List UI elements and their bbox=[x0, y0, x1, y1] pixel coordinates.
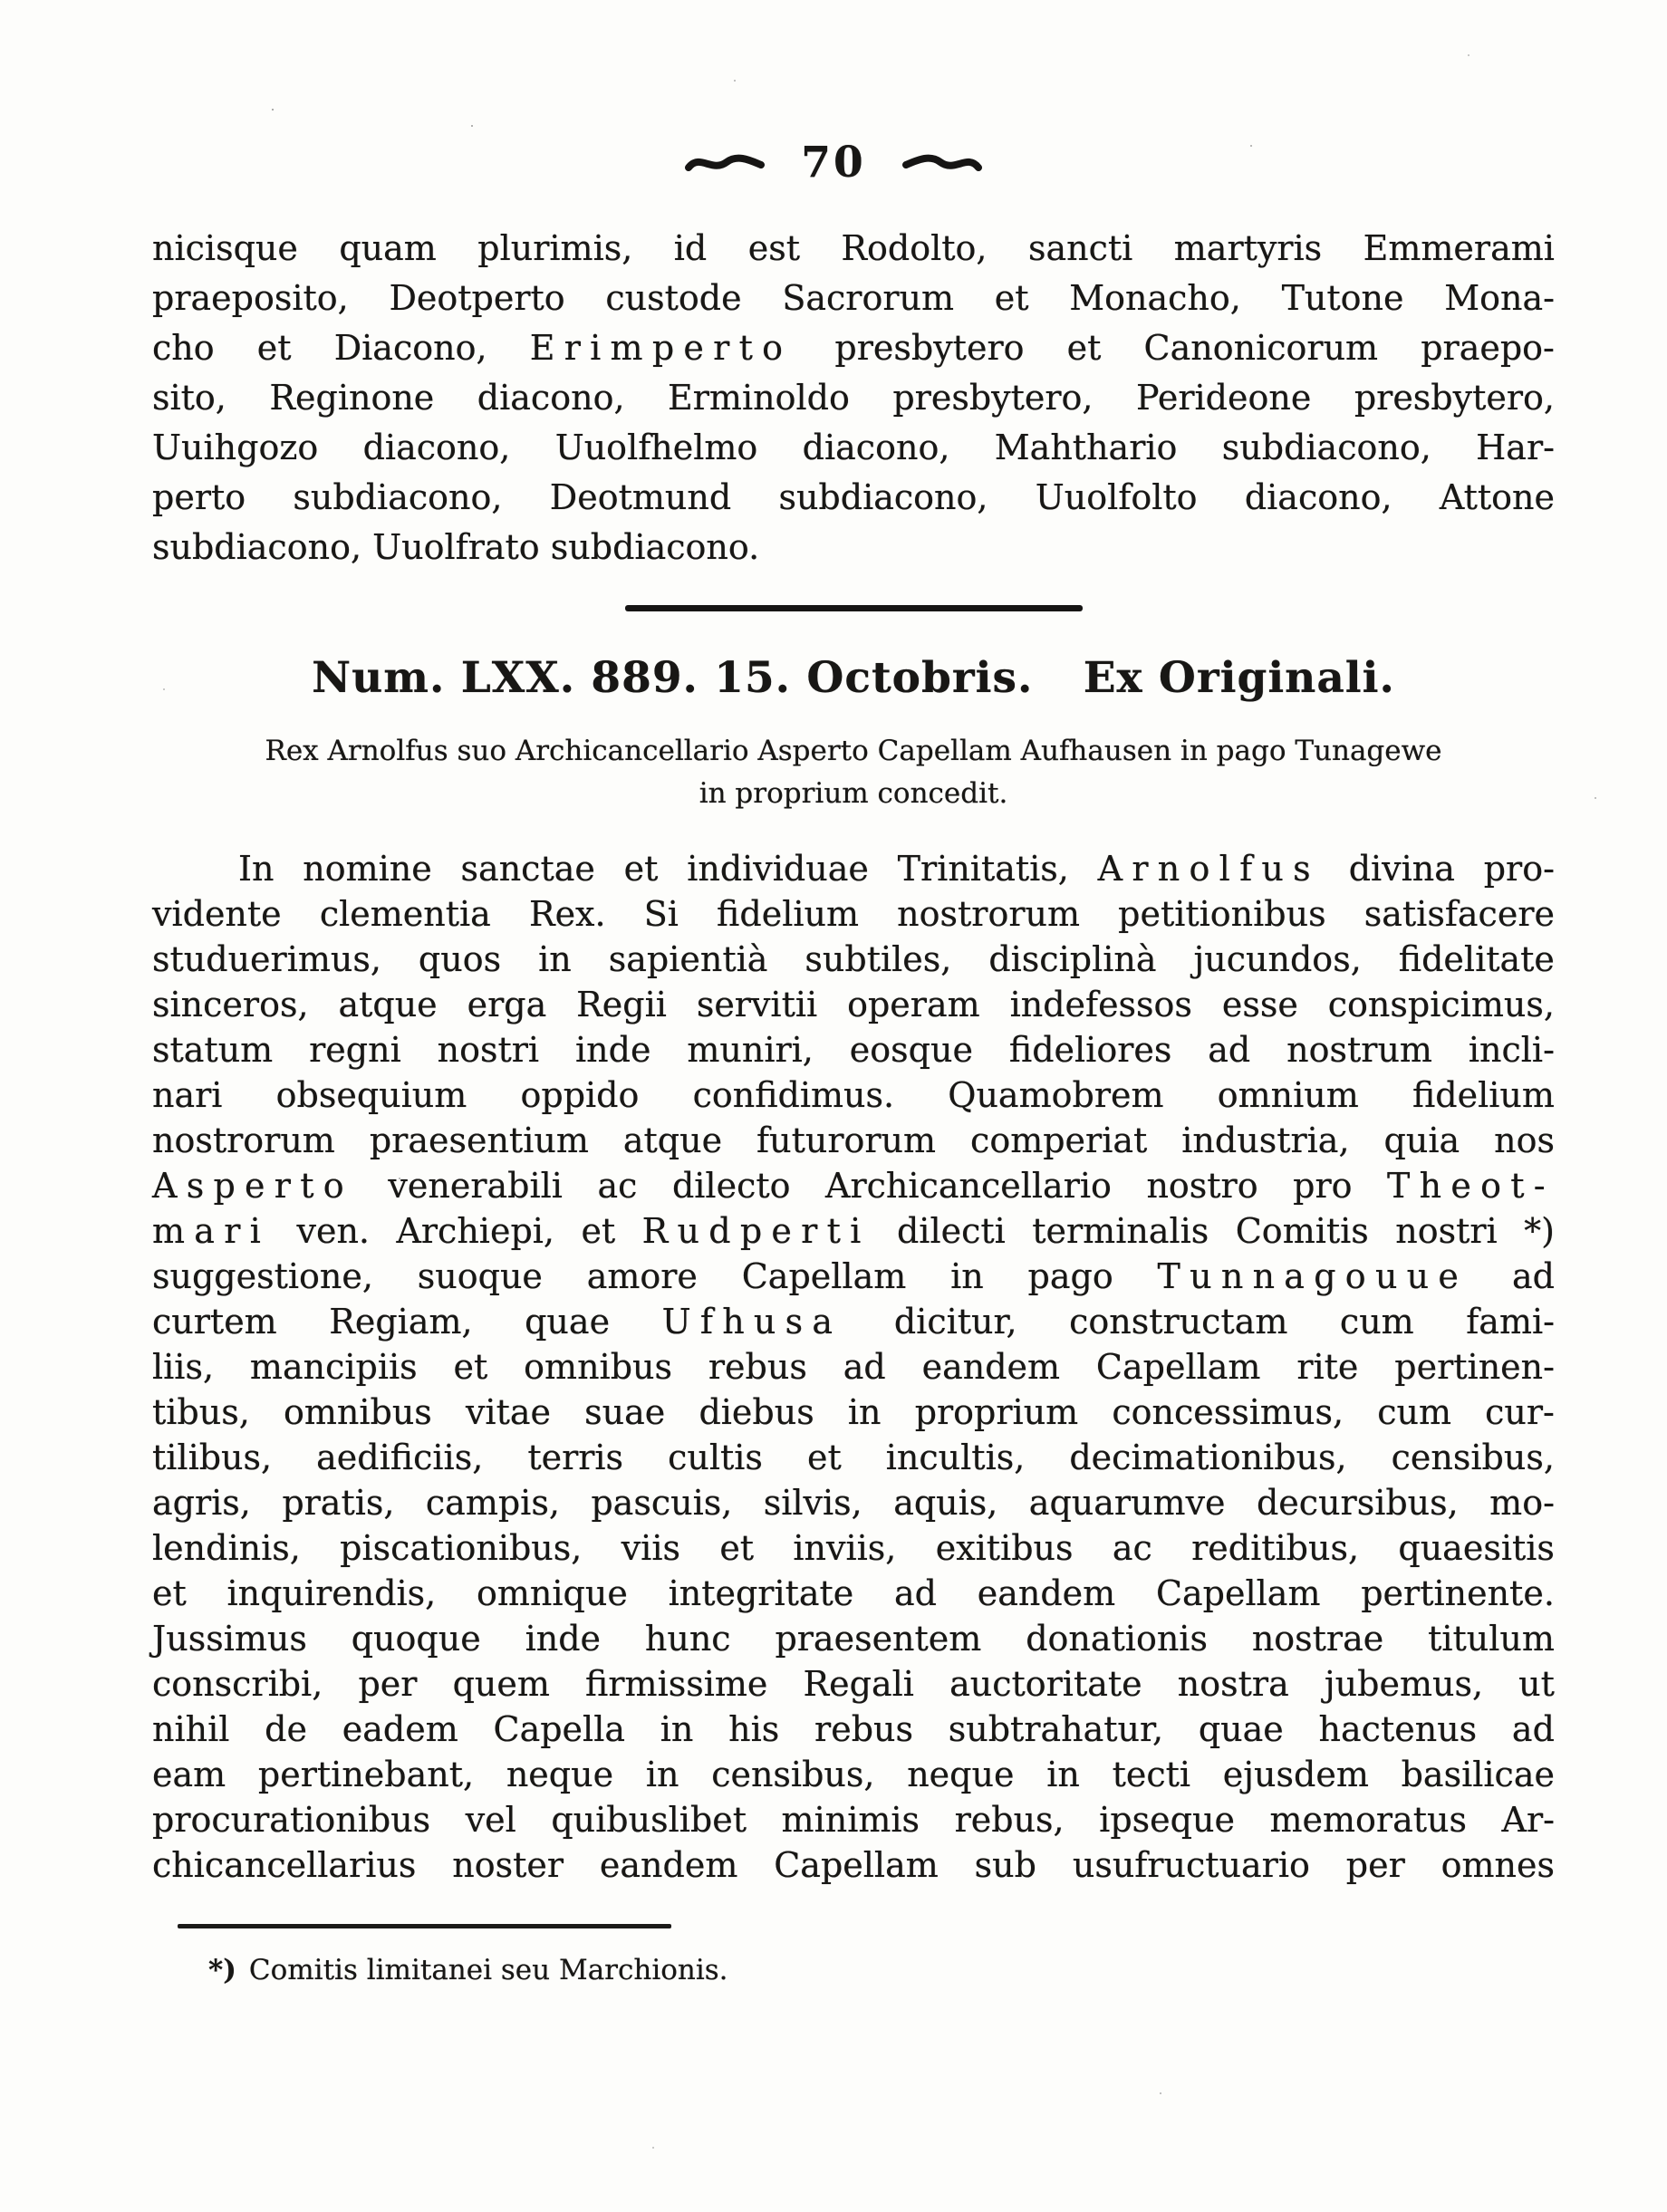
page-header bbox=[0, 0, 1667, 188]
footnote-text: Comitis limitanei seu Marchionis. bbox=[248, 1954, 728, 1986]
text-line: Asperto venerabili ac dilecto Archicancellario nostro pro Theot- bbox=[152, 1166, 1555, 1206]
footnote-separator-rule bbox=[178, 1924, 671, 1928]
text-line: et inquirendis, omnique integritate ad eandem Capellam pertinente. bbox=[152, 1573, 1555, 1613]
text-line: studuerimus, quos in sapientià subtiles, disciplinà jucundos, fidelitate bbox=[152, 939, 1555, 979]
scan-speckles bbox=[272, 109, 274, 111]
letterspaced-name: Tunnagouue bbox=[1157, 1256, 1469, 1296]
text-line: mari ven. Archiepi, et Rudperti dilecti terminalis Comitis nostri *) bbox=[152, 1211, 1555, 1251]
text-block bbox=[152, 224, 1555, 1986]
text-line: suggestione, suoque amore Capellam in pago Tunnagouue ad bbox=[152, 1256, 1555, 1296]
text-line: curtem Regiam, quae Ufhusa dicitur, constructam cum fami- bbox=[152, 1302, 1555, 1342]
text-line: nicisque quam plurimis, id est Rodolto, sancti martyris Emmerami bbox=[152, 228, 1555, 268]
text-line: praeposito, Deotperto custode Sacrorum et Monacho, Tutone Mona- bbox=[152, 278, 1555, 318]
footnote bbox=[208, 1954, 1555, 1986]
text-line: cho et Diacono, Erimperto presbytero et Canonicorum praepo- bbox=[152, 328, 1555, 368]
letterspaced-name: Erimperto bbox=[529, 328, 793, 368]
page-number: 70 bbox=[801, 138, 866, 188]
continuation-paragraph bbox=[152, 224, 1555, 572]
letterspaced-name: Ufhusa bbox=[661, 1302, 843, 1342]
charter-summary-line2: in proprium concedit. bbox=[699, 777, 1008, 810]
charter-source: Ex Originali. bbox=[1083, 653, 1395, 703]
text-line: perto subdiacono, Deotmund subdiacono, Uuolfolto diacono, Attone bbox=[152, 477, 1555, 517]
text-line: nihil de eadem Capella in his rebus subtrahatur, quae hactenus ad bbox=[152, 1709, 1555, 1749]
text-line: eam pertinebant, neque in censibus, neque in tecti ejusdem basilicae bbox=[152, 1755, 1555, 1794]
charter-number-date: Num. LXX. 889. 15. Octobris. bbox=[312, 653, 1034, 703]
text-line: lendinis, piscationibus, viis et inviis, exitibus ac reditibus, quaesitis bbox=[152, 1528, 1555, 1568]
text-line: tilibus, aedificiis, terris cultis et incultis, decimationibus, censibus, bbox=[152, 1438, 1555, 1477]
swash-right-icon bbox=[902, 149, 982, 177]
text-line: subdiacono, Uuolfrato subdiacono. bbox=[152, 527, 760, 567]
swash-left-icon bbox=[685, 149, 765, 177]
text-line: sito, Reginone diacono, Erminoldo presbytero, Perideone presbytero, bbox=[152, 378, 1555, 418]
text-line: sinceros, atque erga Regii servitii operam indefessos esse conspicimus, bbox=[152, 985, 1555, 1024]
text-line: conscribi, per quem firmissime Regali auctoritate nostra jubemus, ut bbox=[152, 1664, 1555, 1704]
text-line: tibus, omnibus vitae suae diebus in proprium concessimus, cum cur- bbox=[152, 1392, 1555, 1432]
charter-heading bbox=[152, 653, 1555, 703]
text-line: liis, mancipiis et omnibus rebus ad eandem Capellam rite pertinen- bbox=[152, 1347, 1555, 1387]
text-line: chicancellarius noster eandem Capellam sub usufructuario per omnes bbox=[152, 1845, 1555, 1885]
text-line: nostrorum praesentium atque futurorum comperiat industria, quia nos bbox=[152, 1120, 1555, 1160]
charter-summary bbox=[152, 730, 1555, 815]
footnote-marker: *) bbox=[208, 1954, 236, 1986]
text-line: Jussimus quoque inde hunc praesentem donationis nostrae titulum bbox=[152, 1619, 1555, 1659]
text-line: agris, pratis, campis, pascuis, silvis, aquis, aquarumve decursibus, mo- bbox=[152, 1483, 1555, 1523]
text-line: statum regni nostri inde muniri, eosque fideliores ad nostrum incli- bbox=[152, 1030, 1555, 1070]
charter-body-paragraph bbox=[152, 846, 1555, 1888]
text-line: vidente clementia Rex. Si fidelium nostrorum petitionibus satisfacere bbox=[152, 894, 1555, 934]
text-line: procurationibus vel quibuslibet minimis rebus, ipseque memoratus Ar- bbox=[152, 1800, 1555, 1840]
letterspaced-name: Arnolfus bbox=[1097, 849, 1320, 889]
text-line: In nomine sanctae et individuae Trinitatis, Arnolfus divina pro- bbox=[238, 849, 1555, 889]
charter-summary-line1: Rex Arnolfus suo Archicancellario Asperto Capellam Aufhausen in pago Tunagewe bbox=[265, 735, 1442, 767]
letterspaced-name: Rudperti bbox=[641, 1211, 871, 1251]
section-divider-rule bbox=[625, 605, 1083, 611]
letterspaced-name: Theot- bbox=[1387, 1166, 1555, 1206]
text-line: nari obsequium oppido confidimus. Quamobrem omnium fidelium bbox=[152, 1075, 1555, 1115]
letterspaced-name: Asperto bbox=[152, 1166, 353, 1206]
letterspaced-name: mari bbox=[152, 1211, 271, 1251]
text-line: Uuihgozo diacono, Uuolfhelmo diacono, Mahthario subdiacono, Har- bbox=[152, 428, 1555, 467]
